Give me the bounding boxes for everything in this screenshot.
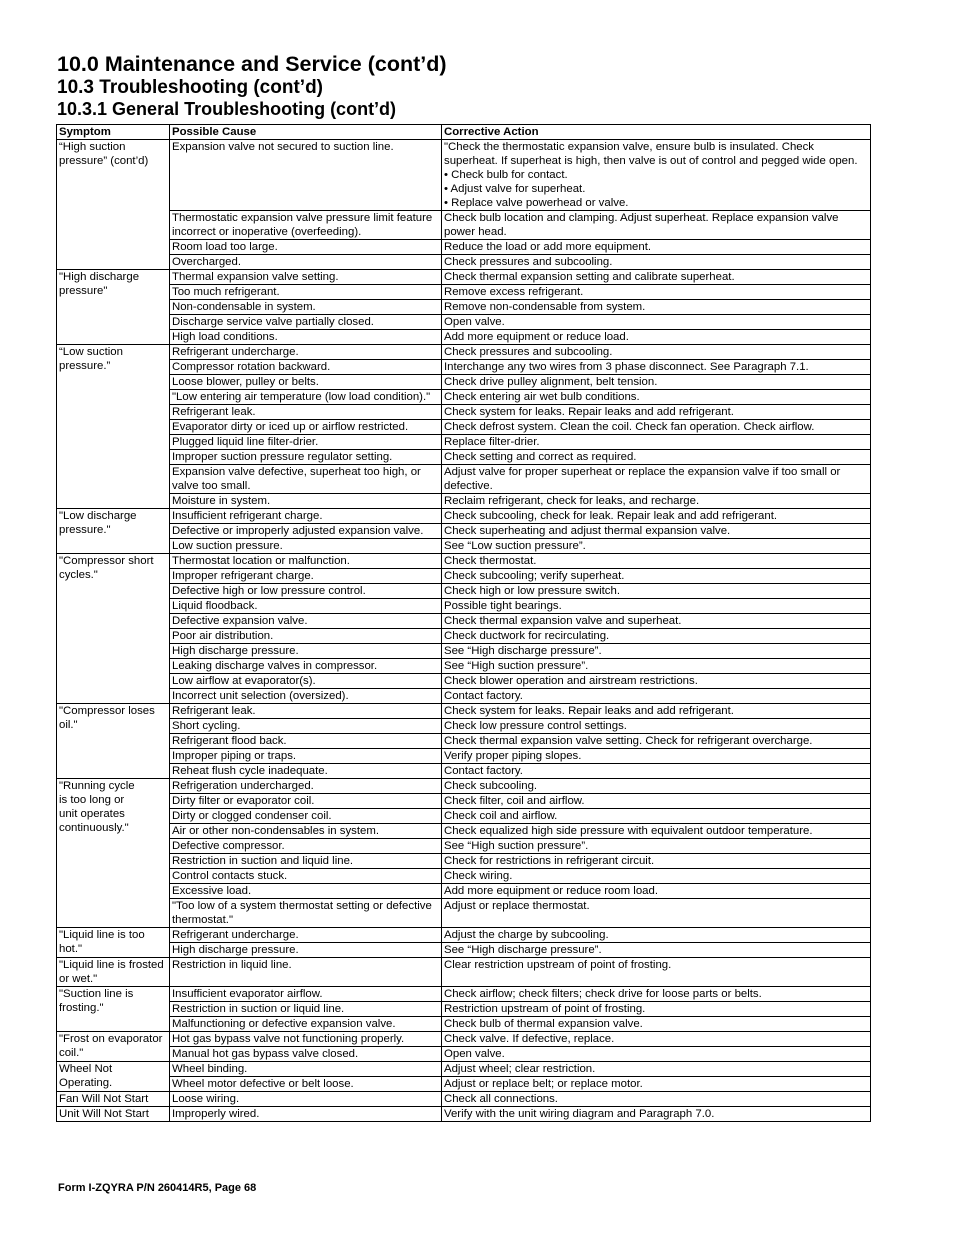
action-cell: Clear restriction upstream of point of frosting. — [442, 958, 871, 987]
action-cell: Check superheating and adjust thermal expansion valve. — [442, 524, 871, 539]
cause-cell: Refrigerant flood back. — [170, 734, 442, 749]
table-row — [57, 839, 871, 854]
cause-cell: Too much refrigerant. — [170, 285, 442, 300]
action-cell: "Check the thermostatic expansion valve, ensure bulb is insulated. Check superheat. If superheat is high, then valve is out of control and pegged wide open. • Check bulb for contact. • Adjust valve for superheat. • Replace valve powerhead or valve. — [442, 140, 871, 211]
table-row — [57, 928, 871, 943]
table-row — [57, 240, 871, 255]
cause-cell: Wheel motor defective or belt loose. — [170, 1077, 442, 1092]
column-header-possible-cause: Possible Cause — [170, 125, 442, 140]
cause-cell: Refrigeration undercharged. — [170, 779, 442, 794]
cause-cell: Air or other non-condensables in system. — [170, 824, 442, 839]
table-row — [57, 539, 871, 554]
table-row — [57, 779, 871, 794]
symptom-cell: "High discharge pressure" — [57, 270, 170, 345]
table-body — [57, 140, 871, 1122]
action-cell: Interchange any two wires from 3 phase disconnect. See Paragraph 7.1. — [442, 360, 871, 375]
action-cell: Check filter, coil and airflow. — [442, 794, 871, 809]
cause-cell: Loose blower, pulley or belts. — [170, 375, 442, 390]
cause-cell: High discharge pressure. — [170, 943, 442, 958]
action-cell: Check pressures and subcooling. — [442, 345, 871, 360]
cause-cell: Dirty or clogged condenser coil. — [170, 809, 442, 824]
table-row — [57, 958, 871, 987]
table-row — [57, 659, 871, 674]
action-cell: Check thermal expansion setting and calibrate superheat. — [442, 270, 871, 285]
table-row — [57, 719, 871, 734]
action-cell: Check entering air wet bulb conditions. — [442, 390, 871, 405]
cause-cell: Refrigerant undercharge. — [170, 928, 442, 943]
symptom-cell: “Low suction pressure.” — [57, 345, 170, 509]
symptom-cell: Fan Will Not Start — [57, 1092, 170, 1107]
cause-cell: Restriction in suction and liquid line. — [170, 854, 442, 869]
table-row — [57, 330, 871, 345]
symptom-cell: "Frost on evaporator coil." — [57, 1032, 170, 1062]
symptom-cell: "Liquid line is frosted or wet." — [57, 958, 170, 987]
cause-cell: Manual hot gas bypass valve closed. — [170, 1047, 442, 1062]
cause-cell: Short cycling. — [170, 719, 442, 734]
cause-cell: Poor air distribution. — [170, 629, 442, 644]
action-cell: Check subcooling. — [442, 779, 871, 794]
action-cell: Reduce the load or add more equipment. — [442, 240, 871, 255]
symptom-cell: "Compressor loses oil." — [57, 704, 170, 779]
action-cell: See “High discharge pressure”. — [442, 644, 871, 659]
cause-cell: Leaking discharge valves in compressor. — [170, 659, 442, 674]
action-cell: Add more equipment or reduce load. — [442, 330, 871, 345]
table-row — [57, 809, 871, 824]
table-row — [57, 345, 871, 360]
action-cell: Check thermal expansion valve and superheat. — [442, 614, 871, 629]
troubleshooting-table — [56, 124, 871, 1122]
column-header-symptom: Symptom — [57, 125, 170, 140]
table-row — [57, 300, 871, 315]
action-cell: Check blower operation and airstream restrictions. — [442, 674, 871, 689]
action-cell: Check low pressure control settings. — [442, 719, 871, 734]
cause-cell: Control contacts stuck. — [170, 869, 442, 884]
symptom-cell: "Suction line is frosting." — [57, 987, 170, 1032]
table-row — [57, 420, 871, 435]
action-cell: Verify with the unit wiring diagram and Paragraph 7.0. — [442, 1107, 871, 1122]
cause-cell: "Too low of a system thermostat setting or defective thermostat." — [170, 899, 442, 928]
cause-cell: Plugged liquid line filter-drier. — [170, 435, 442, 450]
table-row — [57, 614, 871, 629]
table-row — [57, 674, 871, 689]
cause-cell: Thermal expansion valve setting. — [170, 270, 442, 285]
action-cell: Contact factory. — [442, 764, 871, 779]
table-row — [57, 1017, 871, 1032]
table-row — [57, 140, 871, 211]
table-row — [57, 734, 871, 749]
action-cell: Adjust the charge by subcooling. — [442, 928, 871, 943]
subsection-heading: 10.3.1 General Troubleshooting (cont’d) — [57, 99, 397, 119]
action-cell: Check bulb of thermal expansion valve. — [442, 1017, 871, 1032]
cause-cell: Reheat flush cycle inadequate. — [170, 764, 442, 779]
table-row — [57, 1047, 871, 1062]
action-cell: Open valve. — [442, 1047, 871, 1062]
cause-cell: Insufficient evaporator airflow. — [170, 987, 442, 1002]
table-row — [57, 884, 871, 899]
symptom-cell: Wheel Not Operating. — [57, 1062, 170, 1092]
cause-cell: Expansion valve defective, superheat too high, or valve too small. — [170, 465, 442, 494]
table-row — [57, 569, 871, 584]
table-row — [57, 599, 871, 614]
table-row — [57, 899, 871, 928]
action-cell: Adjust or replace belt; or replace motor. — [442, 1077, 871, 1092]
table-row — [57, 554, 871, 569]
cause-cell: Refrigerant leak. — [170, 704, 442, 719]
cause-cell: High discharge pressure. — [170, 644, 442, 659]
action-cell: Open valve. — [442, 315, 871, 330]
table-row — [57, 285, 871, 300]
cause-cell: Restriction in suction or liquid line. — [170, 1002, 442, 1017]
action-cell: Check high or low pressure switch. — [442, 584, 871, 599]
action-cell: See “High suction pressure”. — [442, 839, 871, 854]
action-cell: See “High discharge pressure”. — [442, 943, 871, 958]
cause-cell: Improper suction pressure regulator setting. — [170, 450, 442, 465]
action-cell: Check system for leaks. Repair leaks and add refrigerant. — [442, 704, 871, 719]
cause-cell: Malfunctioning or defective expansion valve. — [170, 1017, 442, 1032]
action-cell: Verify proper piping slopes. — [442, 749, 871, 764]
table-row — [57, 749, 871, 764]
action-cell: Check wiring. — [442, 869, 871, 884]
cause-cell: Improper refrigerant charge. — [170, 569, 442, 584]
table-row — [57, 360, 871, 375]
table-row — [57, 450, 871, 465]
action-cell: Adjust wheel; clear restriction. — [442, 1062, 871, 1077]
action-cell: Check defrost system. Clean the coil. Check fan operation. Check airflow. — [442, 420, 871, 435]
action-cell: Check valve. If defective, replace. — [442, 1032, 871, 1047]
cause-cell: Room load too large. — [170, 240, 442, 255]
table-header-row — [57, 125, 871, 140]
action-cell: Check subcooling, check for leak. Repair leak and add refrigerant. — [442, 509, 871, 524]
symptom-cell: “High suction pressure” (cont’d) — [57, 140, 170, 270]
table-row — [57, 943, 871, 958]
action-cell: Adjust or replace thermostat. — [442, 899, 871, 928]
action-cell: Check for restrictions in refrigerant circuit. — [442, 854, 871, 869]
action-cell: Remove excess refrigerant. — [442, 285, 871, 300]
action-cell: Check drive pulley alignment, belt tension. — [442, 375, 871, 390]
action-cell: See “Low suction pressure”. — [442, 539, 871, 554]
symptom-cell: "Low discharge pressure." — [57, 509, 170, 554]
symptom-cell: "Compressor short cycles." — [57, 554, 170, 704]
section-subtitle: 10.3 Troubleshooting (cont’d) — [57, 77, 323, 98]
cause-cell: Defective high or low pressure control. — [170, 584, 442, 599]
table-row — [57, 689, 871, 704]
symptom-cell: "Running cycle is too long or unit operates continuously." — [57, 779, 170, 928]
cause-cell: Excessive load. — [170, 884, 442, 899]
action-cell: Check setting and correct as required. — [442, 450, 871, 465]
table-row — [57, 824, 871, 839]
table-row — [57, 509, 871, 524]
symptom-cell: "Liquid line is too hot." — [57, 928, 170, 958]
table-row — [57, 854, 871, 869]
cause-cell: Wheel binding. — [170, 1062, 442, 1077]
action-cell: Possible tight bearings. — [442, 599, 871, 614]
table-row — [57, 211, 871, 240]
table-row — [57, 1032, 871, 1047]
cause-cell: Loose wiring. — [170, 1092, 442, 1107]
column-header-corrective-action: Corrective Action — [442, 125, 871, 140]
action-cell: Add more equipment or reduce room load. — [442, 884, 871, 899]
cause-cell: Overcharged. — [170, 255, 442, 270]
action-cell: See “High suction pressure”. — [442, 659, 871, 674]
table-row — [57, 1077, 871, 1092]
action-cell: Reclaim refrigerant, check for leaks, and recharge. — [442, 494, 871, 509]
table-row — [57, 405, 871, 420]
action-cell: Check ductwork for recirculating. — [442, 629, 871, 644]
cause-cell: Improperly wired. — [170, 1107, 442, 1122]
cause-cell: High load conditions. — [170, 330, 442, 345]
cause-cell: Insufficient refrigerant charge. — [170, 509, 442, 524]
symptom-cell: Unit Will Not Start — [57, 1107, 170, 1122]
table-row — [57, 644, 871, 659]
table-row — [57, 1092, 871, 1107]
action-cell: Check subcooling; verify superheat. — [442, 569, 871, 584]
action-cell: Contact factory. — [442, 689, 871, 704]
cause-cell: Low suction pressure. — [170, 539, 442, 554]
cause-cell: Improper piping or traps. — [170, 749, 442, 764]
table-row — [57, 869, 871, 884]
action-cell: Remove non-condensable from system. — [442, 300, 871, 315]
cause-cell: Defective or improperly adjusted expansion valve. — [170, 524, 442, 539]
table-row — [57, 987, 871, 1002]
cause-cell: Compressor rotation backward. — [170, 360, 442, 375]
table-row — [57, 704, 871, 719]
cause-cell: Expansion valve not secured to suction line. — [170, 140, 442, 211]
cause-cell: Defective expansion valve. — [170, 614, 442, 629]
action-cell: Check equalized high side pressure with equivalent outdoor temperature. — [442, 824, 871, 839]
action-cell: Restriction upstream of point of frosting. — [442, 1002, 871, 1017]
table-row — [57, 1062, 871, 1077]
cause-cell: Refrigerant undercharge. — [170, 345, 442, 360]
cause-cell: "Low entering air temperature (low load condition)." — [170, 390, 442, 405]
cause-cell: Discharge service valve partially closed. — [170, 315, 442, 330]
table-row — [57, 524, 871, 539]
cause-cell: Liquid floodback. — [170, 599, 442, 614]
table-row — [57, 465, 871, 494]
action-cell: Check airflow; check filters; check drive for loose parts or belts. — [442, 987, 871, 1002]
table-row — [57, 584, 871, 599]
cause-cell: Refrigerant leak. — [170, 405, 442, 420]
cause-cell: Thermostat location or malfunction. — [170, 554, 442, 569]
action-cell: Replace filter-drier. — [442, 435, 871, 450]
cause-cell: Moisture in system. — [170, 494, 442, 509]
cause-cell: Low airflow at evaporator(s). — [170, 674, 442, 689]
cause-cell: Evaporator dirty or iced up or airflow restricted. — [170, 420, 442, 435]
table-row — [57, 764, 871, 779]
action-cell: Check thermostat. — [442, 554, 871, 569]
cause-cell: Restriction in liquid line. — [170, 958, 442, 987]
table-row — [57, 390, 871, 405]
cause-cell: Defective compressor. — [170, 839, 442, 854]
table-row — [57, 375, 871, 390]
page-title: 10.0 Maintenance and Service (cont’d) — [57, 52, 447, 76]
action-cell: Check thermal expansion valve setting. Check for refrigerant overcharge. — [442, 734, 871, 749]
cause-cell: Incorrect unit selection (oversized). — [170, 689, 442, 704]
table-row — [57, 629, 871, 644]
page-footer: Form I-ZQYRA P/N 260414R5, Page 68 — [58, 1182, 257, 1194]
table-row — [57, 794, 871, 809]
table-row — [57, 315, 871, 330]
action-cell: Check all connections. — [442, 1092, 871, 1107]
table-row — [57, 270, 871, 285]
table-row — [57, 435, 871, 450]
table-row — [57, 1107, 871, 1122]
cause-cell: Hot gas bypass valve not functioning properly. — [170, 1032, 442, 1047]
action-cell: Check system for leaks. Repair leaks and add refrigerant. — [442, 405, 871, 420]
action-cell: Check pressures and subcooling. — [442, 255, 871, 270]
action-cell: Check bulb location and clamping. Adjust superheat. Replace expansion valve power head. — [442, 211, 871, 240]
table-row — [57, 494, 871, 509]
cause-cell: Thermostatic expansion valve pressure limit feature incorrect or inoperative (overfeeding). — [170, 211, 442, 240]
action-cell: Adjust valve for proper superheat or replace the expansion valve if too small or defective. — [442, 465, 871, 494]
action-cell: Check coil and airflow. — [442, 809, 871, 824]
table-row — [57, 1002, 871, 1017]
cause-cell: Dirty filter or evaporator coil. — [170, 794, 442, 809]
table-row — [57, 255, 871, 270]
cause-cell: Non-condensable in system. — [170, 300, 442, 315]
